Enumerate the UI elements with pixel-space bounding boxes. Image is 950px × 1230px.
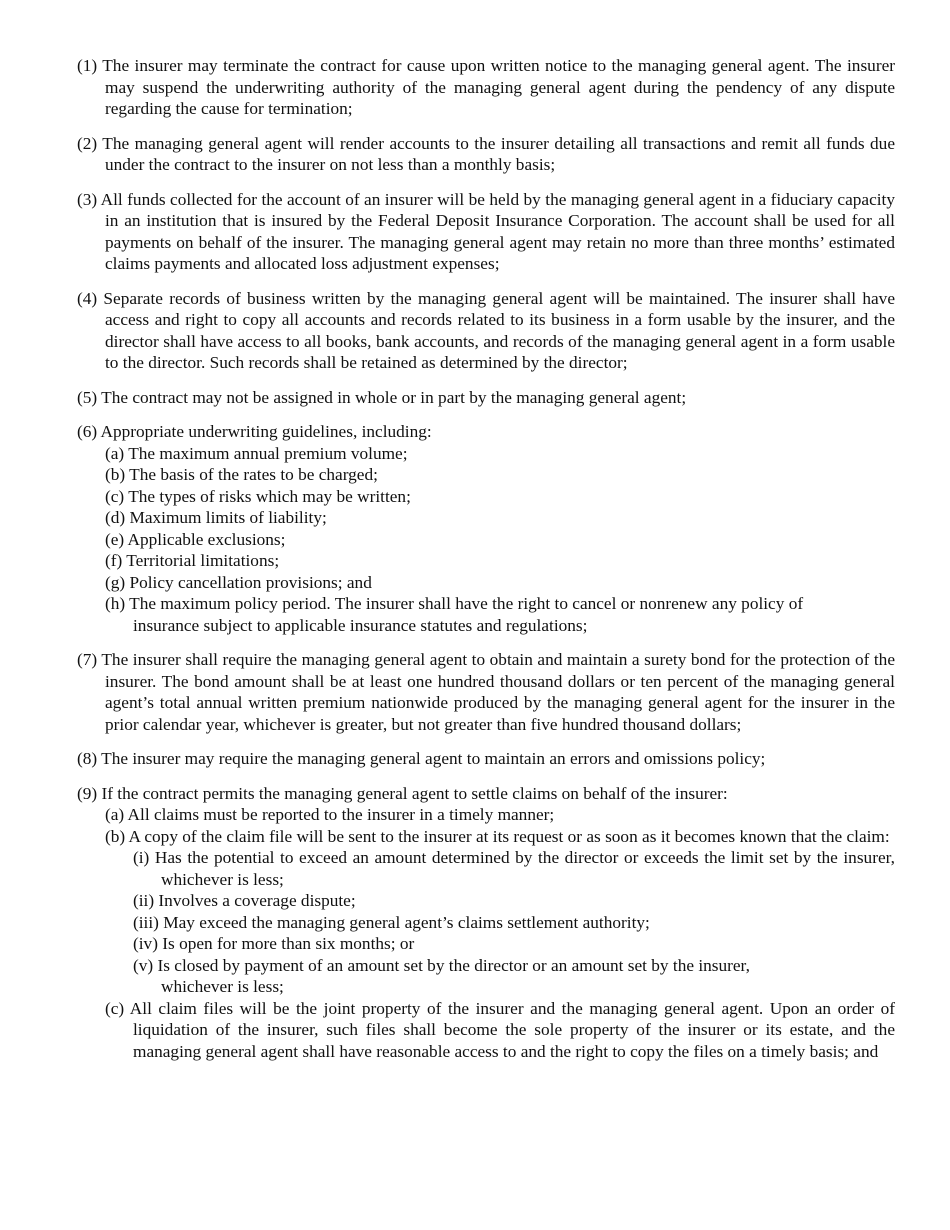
provision-9-a: (a) All claims must be reported to the insurer in a timely manner; [105, 805, 555, 824]
provision-4: (4) Separate records of business written by the managing general agent will be maintained. The insurer shall have access and right to copy all accounts and records related to its business in a form usable by the insurer, and the director shall have access to all books, bank accounts, and records of the managing general agent in a form usable to the director. Such records shall be retained as determined by the director; [77, 288, 895, 372]
provision-3: (3) All funds collected for the account of an insurer will be held by the managing general agent in a fiduciary capacity in an institution that is insured by the Federal Deposit Insurance Corporation. The account shall be used for all payments on behalf of the insurer. The managing general agent may retain no more than three months’ estimated claims payments and allocated loss adjustment expenses; [77, 189, 895, 273]
provision-9-b-list [133, 847, 895, 998]
provision-9-list [105, 804, 895, 1062]
provision-9-b-v: (v) Is closed by payment of an amount set by the director or an amount set by the insurer, whichever is less; [133, 955, 750, 996]
provision-6-e: (e) Applicable exclusions; [105, 529, 286, 549]
provision-9-b-i: (i) Has the potential to exceed an amount determined by the director or exceeds the limit set by the insurer, whichever is less; [133, 848, 895, 889]
provision-9-b: (b) A copy of the claim file will be sent to the insurer at its request or as soon as it becomes known that the claim: [105, 826, 890, 846]
provision-1: (1) The insurer may terminate the contract for cause upon written notice to the managing general agent. The insurer may suspend the underwriting authority of the managing general agent during the pendency of any dispute regarding the cause for termination; [77, 56, 895, 118]
provision-2: (2) The managing general agent will render accounts to the insurer detailing all transactions and remit all funds due under the contract to the insurer on not less than a monthly basis; [77, 133, 895, 174]
document-page [77, 55, 895, 1062]
provision-9-b-iii: (iii) May exceed the managing general agent’s claims settlement authority; [133, 912, 650, 932]
provision-6-g: (g) Policy cancellation provisions; and [105, 572, 372, 592]
provision-9-b-ii: (ii) Involves a coverage dispute; [133, 891, 356, 910]
provision-9-lead: (9) If the contract permits the managing general agent to settle claims on behalf of the insurer: [77, 783, 728, 803]
provision-9-c: (c) All claim files will be the joint property of the insurer and the managing general agent. Upon an order of liquidation of the insurer, such files shall become the sole property of the insurer or its estate, and the managing general agent shall have reasonable access to and the right to copy the files on a timely basis; and [105, 998, 895, 1061]
provision-5: (5) The contract may not be assigned in whole or in part by the managing general agent; [77, 387, 687, 407]
provision-9-b-iv: (iv) Is open for more than six months; or [133, 934, 415, 953]
provision-6-d: (d) Maximum limits of liability; [105, 508, 327, 527]
provision-6-h: (h) The maximum policy period. The insurer shall have the right to cancel or nonrenew any policy of insurance subject to applicable insurance statutes and regulations; [105, 594, 804, 635]
provision-9 [77, 783, 895, 1063]
provision-6-f: (f) Territorial limitations; [105, 551, 280, 570]
provision-6-c: (c) The types of risks which may be written; [105, 486, 411, 506]
provision-6-lead: (6) Appropriate underwriting guidelines, including: [77, 422, 432, 441]
provision-6-list [105, 443, 895, 637]
provision-6-a: (a) The maximum annual premium volume; [105, 443, 408, 463]
provision-8: (8) The insurer may require the managing general agent to maintain an errors and omissions policy; [77, 749, 766, 768]
provision-6-b: (b) The basis of the rates to be charged; [105, 465, 378, 484]
provision-7: (7) The insurer shall require the managing general agent to obtain and maintain a surety bond for the protection of the insurer. The bond amount shall be at least one hundred thousand dollars or ten percent of the managing general agent’s total annual written premium nationwide produced by the managing general agent for the insurer in the prior calendar year, whichever is greater, but not greater than five hundred thousand dollars; [77, 650, 895, 734]
provision-6 [77, 421, 895, 636]
